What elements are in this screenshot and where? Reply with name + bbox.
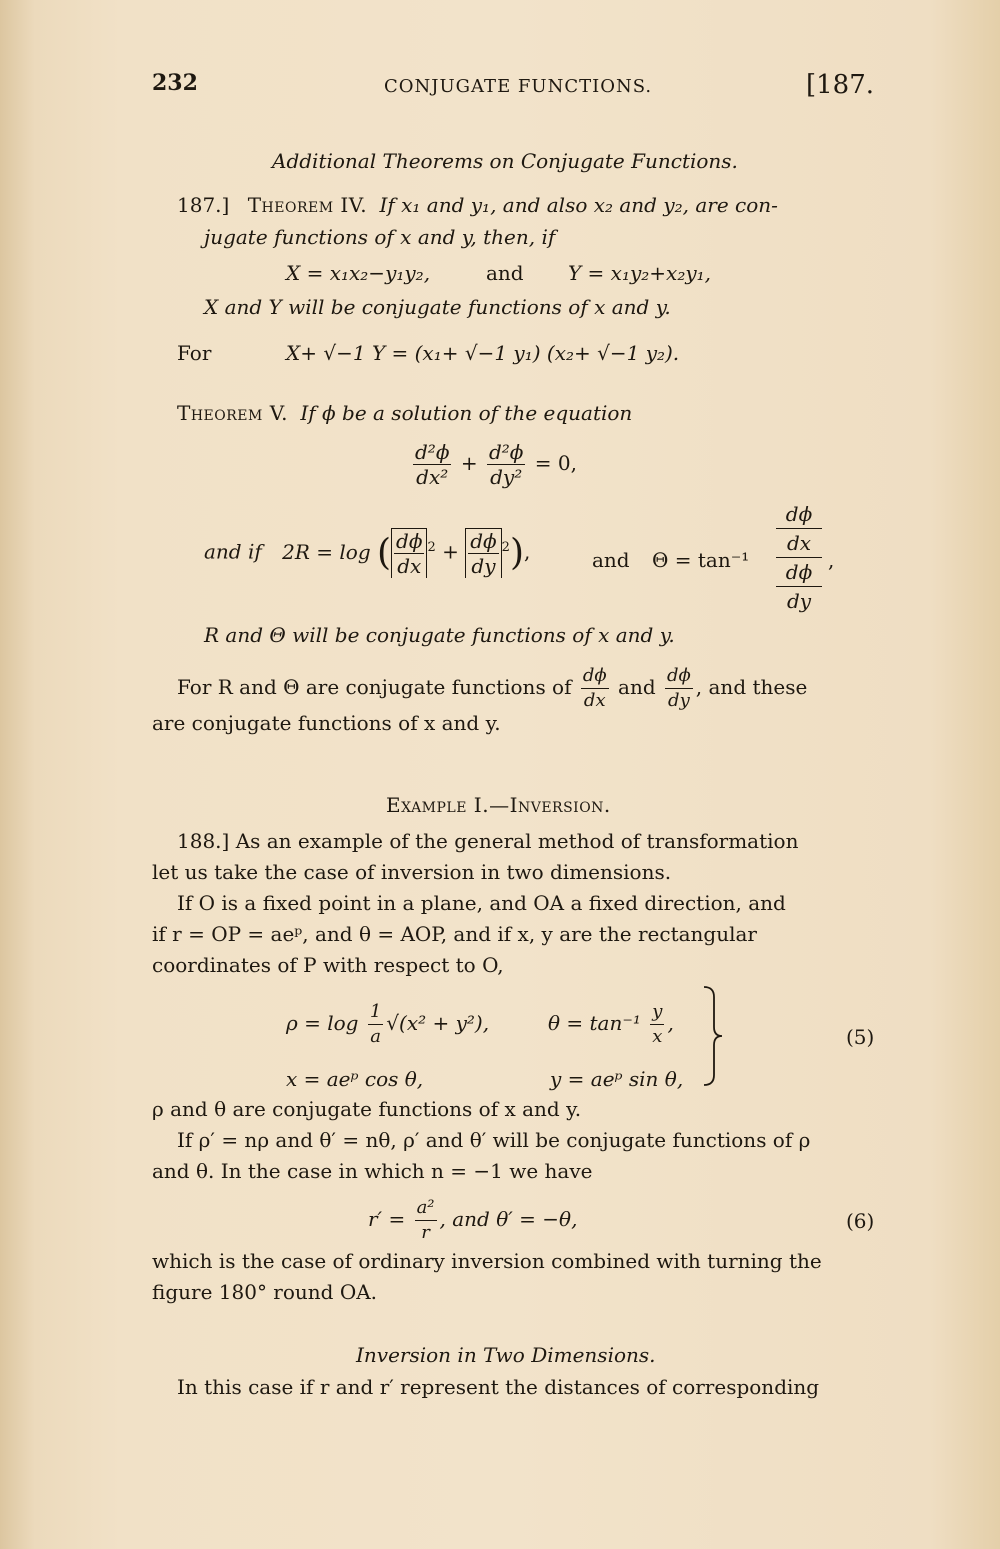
theorem-conclusion: R and Θ will be conjugate functions of x and y. (204, 623, 675, 647)
frac-den: dx (776, 529, 822, 558)
paragraph-line: If O is a fixed point in a plane, and OA a fixed direction, and (177, 891, 786, 915)
frac-den: a (370, 1026, 381, 1047)
frac-num: y (650, 1000, 664, 1025)
equation-rho: ρ = log $\frac{1}{a}$ √(x² + y²), (286, 1001, 490, 1047)
paragraph-line: which is the case of ordinary inversion combined with turning the (152, 1249, 822, 1273)
book-page: 232 CONJUGATE FUNCTIONS. [187. Additional Theorems on Conjugate Functions. 187.] Theorem IV. If x₁ and y₁, and also x₂ and y₂, are con- jugate functions of x and y, then, if X = x₁x₂−y₁y₂, and Y = x₁y₂+x₂y₁, X and Y will be conjugate functions of x and y. For X+ √−1 Y = (x₁+ √−1 y₁) (x₂+ √−1 y₂). Theorem V. If ϕ be a solution of the equation $\frac{\text{d²ϕ}}{\text{dx²}}$ + $\frac{\text{d²ϕ}}{\text{dy²}}$ = 0, and if 2R = log ( $\frac{d\phi}{dx}$ $^2$ + $\frac{d\phi}{dy}$ $^2$), and Θ = tan⁻¹ dϕ dx dϕ dy , R and Θ will be conjugate functions of x and y. For R and Θ are conjugate functions of $\frac{d\phi}{dx}$ and $\frac{d\phi}{dy}$ , and these are conjugate functions of x and y. Example I.—Inversion. 188.] As an example of the general method of transformation let us take the case of inversion in two dimensions. If O is a fixed point in a plane, and OA a fixed direction, and if r = OP = aeᵖ, and θ = AOP, and if x, y are the rectangular coordinates of P with respect to O, ρ = log $\frac{1}{a}$ √(x² + y²), θ = tan⁻¹ $\frac{y}{x}$ , x = aeᵖ cos θ, y = aeᵖ sin θ, (5) ρ and θ are conjugate functions of x and y. If ρ′ = nρ and θ′ = nθ, ρ′ and θ′ will be conjugate functions of ρ and θ. In the case in which n = −1 we have r′ = $\frac{\text{a²}}{r}$ , and θ′ = −θ, (6) which is the case of ordinary inversion combined with turning the figure 180° round OA. Inversion in Two Dimensions. In this case if r and r′ represent the distances of corresponding (0, 0, 1000, 1549)
proof-equation: X+ √−1 Y = (x₁+ √−1 y₁) (x₂+ √−1 y₂). (286, 341, 680, 365)
section-heading: Inversion in Two Dimensions. (356, 1343, 656, 1367)
and-if: and if (204, 539, 262, 564)
theorem-text: If ϕ be a solution of the equation (300, 401, 633, 425)
theorem-conclusion: X and Y will be conjugate functions of x and y. (204, 295, 671, 319)
equation-and: and (486, 261, 524, 285)
proof-label: For (177, 341, 212, 365)
equation-number: (5) (846, 1025, 875, 1049)
theorem-5-paragraph (177, 398, 632, 429)
frac-num: a² (415, 1196, 437, 1221)
theorem-text: jugate functions of x and y, then, if (204, 225, 556, 249)
frac-den: dy² (490, 465, 523, 489)
frac-num: dϕ (581, 664, 609, 689)
frac-num: dϕ (396, 529, 423, 553)
proof-line: For R and Θ are conjugate functions of $\frac{d\phi}{dx}$ and $\frac{d\phi}{dy}$ , and these (177, 665, 808, 711)
frac-den: r (421, 1222, 430, 1243)
frac-num: dϕ (776, 558, 822, 587)
frac-num: d²ϕ (415, 440, 450, 464)
theta-definition: Θ = tan⁻¹ (652, 548, 750, 572)
theorem-4-paragraph (177, 190, 778, 221)
frac-den: dy (668, 690, 690, 711)
page-number: 232 (152, 70, 198, 96)
theta-compound-fraction (776, 500, 822, 615)
proof-line: are conjugate functions of x and y. (152, 711, 501, 735)
frac-den: dx (583, 690, 606, 711)
laplace-equation (410, 440, 577, 489)
paragraph-line: figure 180° round OA. (152, 1280, 378, 1304)
equation-Y: Y = x₁y₂+x₂y₁, (568, 261, 712, 285)
example-heading: Example I.—Inversion. (386, 793, 611, 817)
paragraph-line: In this case if r and r′ represent the distances of corresponding (177, 1375, 820, 1399)
frac-num: dϕ (776, 500, 822, 529)
frac-den: dx² (416, 465, 449, 489)
equation-number: (6) (846, 1209, 875, 1233)
plus-sign: + (442, 539, 459, 564)
theorem-text: If x₁ and y₁, and also x₂ and y₂, are con- (379, 193, 778, 217)
running-title: CONJUGATE FUNCTIONS. (384, 76, 653, 97)
frac-num: dϕ (470, 529, 497, 553)
section-heading: Additional Theorems on Conjugate Functions. (272, 149, 738, 173)
equation-theta: θ = tan⁻¹ $\frac{y}{x}$ , (548, 1001, 674, 1047)
brace-icon (700, 985, 724, 1087)
frac-den: dy (471, 554, 496, 578)
frac-den: dy (786, 589, 812, 613)
and-word: and (592, 548, 630, 572)
paragraph-line: let us take the case of inversion in two dimensions. (152, 860, 672, 884)
equation-X: X = x₁x₂−y₁y₂, (286, 261, 431, 285)
frac-den: x (652, 1026, 663, 1047)
frac-num: d²ϕ (488, 440, 524, 464)
paragraph-line: ρ and θ are conjugate functions of x and y. (152, 1097, 582, 1121)
equation-x: x = aeᵖ cos θ, (286, 1067, 424, 1091)
paragraph-number: 187.] (177, 193, 230, 217)
frac-num: dϕ (665, 664, 693, 689)
theorem-label: Theorem IV. (247, 193, 368, 217)
equals-zero: = 0, (534, 451, 577, 475)
equation-6: r′ = $\frac{\text{a²}}{r}$ , and θ′ = −θ, (368, 1197, 578, 1243)
equation-y: y = aeᵖ sin θ, (550, 1067, 684, 1091)
theorem-label: Theorem V. (177, 401, 289, 425)
frac-den: dx (397, 554, 422, 578)
paragraph-line: If ρ′ = nρ and θ′ = nθ, ρ′ and θ′ will be conjugate functions of ρ (177, 1128, 811, 1152)
section-mark: [187. (806, 70, 875, 100)
paragraph-line: 188.] As an example of the general method of transformation (177, 829, 799, 853)
two-r: 2R = log (282, 539, 371, 564)
paragraph-line: coordinates of P with respect to O, (152, 953, 504, 977)
paragraph-line: if r = OP = aeᵖ, and θ = AOP, and if x, y are the rectangular (152, 922, 757, 946)
plus-sign: + (460, 451, 478, 475)
paragraph-line: and θ. In the case in which n = −1 we have (152, 1159, 593, 1183)
frac-num: 1 (368, 1000, 383, 1025)
r-definition: and if 2R = log ( $\frac{d\phi}{dx}$ $^2$ + $\frac{d\phi}{dy}$ $^2$), (204, 529, 531, 578)
